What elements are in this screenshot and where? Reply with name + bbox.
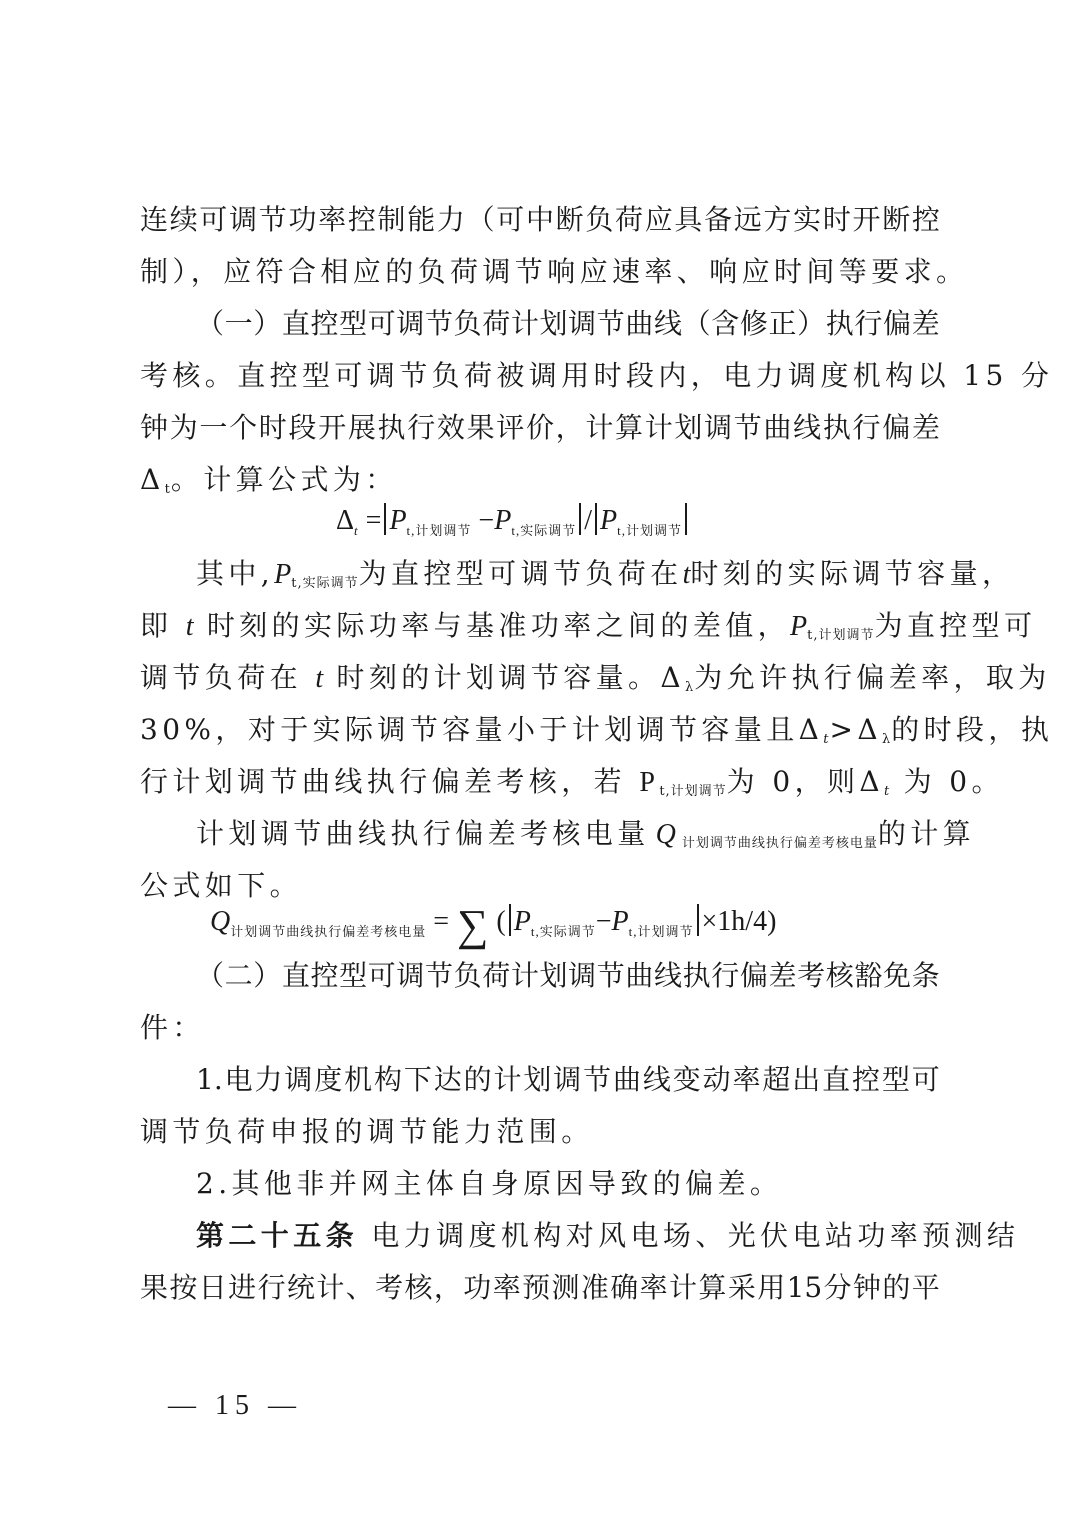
var-t: t — [315, 663, 324, 694]
glyph: 考 — [797, 959, 826, 992]
glyph: 节 — [583, 1063, 612, 1096]
glyph: 曲 — [625, 307, 654, 340]
glyph: ） — [797, 307, 826, 340]
formula-minus: − — [595, 906, 612, 937]
section-heading-line — [196, 959, 940, 993]
paragraph-line: 公式如下。 — [140, 869, 303, 902]
glyph: 含 — [711, 307, 740, 340]
list-item-line — [196, 1063, 940, 1097]
abs-bar — [685, 503, 687, 535]
text: 为直控型可调节负荷在 — [358, 557, 683, 590]
glyph: 曲 — [625, 959, 654, 992]
glyph: 构 — [373, 1063, 402, 1096]
glyph: 执 — [682, 959, 711, 992]
glyph: 控 — [310, 307, 339, 340]
glyph: 差 — [911, 307, 940, 340]
glyph: 断 — [555, 203, 584, 236]
glyph: 负 — [453, 307, 482, 340]
subscript: t,计划调节 — [807, 628, 875, 643]
text: 电力调度机构对风电场、光伏电站功率预测结 — [371, 1219, 1020, 1252]
glyph: （ — [196, 307, 225, 340]
glyph: 型 — [339, 959, 368, 992]
formula-equals: = — [433, 906, 450, 937]
glyph: 控 — [310, 959, 339, 992]
subscript: t,实际调节 — [291, 576, 359, 591]
subscript: t — [823, 732, 830, 747]
text: 为直控型可 — [874, 609, 1037, 642]
paragraph-line — [140, 661, 1051, 705]
paragraph-line — [140, 1271, 940, 1305]
glyph: 荷 — [482, 307, 511, 340]
glyph: 果 — [140, 1271, 169, 1304]
glyph: 型 — [881, 1063, 910, 1096]
glyph: 展 — [347, 411, 376, 444]
glyph: 率 — [492, 1271, 521, 1304]
glyph: 、 — [345, 1271, 374, 1304]
text: 的时段，执 — [891, 713, 1054, 746]
glyph: 计 — [510, 959, 539, 992]
var-t: t — [682, 559, 691, 590]
glyph: 执 — [822, 411, 851, 444]
glyph: 达 — [433, 1063, 462, 1096]
glyph: 率 — [639, 1271, 668, 1304]
paragraph-line — [140, 463, 398, 507]
text: 的计算 — [877, 817, 976, 850]
abs-bar — [384, 503, 386, 535]
text: 行计划调节曲线执行偏差考核，若 — [140, 765, 627, 798]
glyph: 调 — [396, 307, 425, 340]
formula-p: P — [611, 906, 629, 937]
text: 为允许执行偏差率，取为 — [694, 661, 1051, 694]
glyph: 实 — [793, 203, 822, 236]
subscript: t — [164, 482, 171, 497]
glyph: 钟 — [853, 1271, 882, 1304]
text: 计划调节曲线执行偏差考核电量 — [196, 817, 650, 850]
glyph: 可 — [199, 203, 228, 236]
glyph: 节 — [425, 307, 454, 340]
glyph: 计 — [316, 1271, 345, 1304]
paragraph-line: 件： — [140, 1011, 205, 1044]
glyph: 计 — [493, 1063, 522, 1096]
glyph: ） — [253, 959, 282, 992]
glyph: 负 — [585, 203, 614, 236]
text: >Δ — [829, 713, 882, 746]
glyph: 调 — [284, 1063, 313, 1096]
formula-sub: t,计划调节 — [406, 523, 472, 538]
glyph: 评 — [496, 411, 525, 444]
glyph: 控 — [347, 203, 376, 236]
glyph: 可 — [367, 959, 396, 992]
glyph: 力 — [254, 1063, 283, 1096]
glyph: 核 — [825, 959, 854, 992]
glyph: 行 — [852, 411, 881, 444]
formula-p: P — [389, 505, 407, 536]
glyph: 调 — [704, 411, 733, 444]
glyph: 计 — [644, 411, 673, 444]
glyph: 调 — [568, 307, 597, 340]
glyph: 算 — [698, 1271, 727, 1304]
glyph: 平 — [911, 1271, 940, 1304]
glyph: （ — [196, 959, 225, 992]
glyph: ） — [253, 307, 282, 340]
paragraph-line: 制），应符合相应的负荷调节响应速率、响应时间等要求。 — [140, 255, 969, 288]
glyph: 机 — [344, 1063, 373, 1096]
glyph: ， — [555, 411, 584, 444]
formula-assessment-energy — [210, 901, 777, 950]
glyph: 修 — [739, 307, 768, 340]
glyph: 计 — [669, 1271, 698, 1304]
formula-p: P — [513, 906, 531, 937]
formula-slash: / — [584, 505, 592, 536]
glyph: 方 — [763, 203, 792, 236]
paragraph-line — [140, 713, 1053, 757]
formula-sub: t,计划调节 — [617, 523, 682, 538]
glyph: 线 — [793, 411, 822, 444]
glyph: 二 — [224, 959, 253, 992]
article-number: 第二十五条 — [196, 1219, 359, 1252]
delta-symbol: Δ — [140, 463, 165, 496]
glyph: 免 — [883, 959, 912, 992]
glyph: 预 — [522, 1271, 551, 1304]
glyph: 时 — [822, 203, 851, 236]
abs-bar — [579, 503, 581, 535]
glyph: 度 — [314, 1063, 343, 1096]
glyph: 的 — [463, 1063, 492, 1096]
glyph: 执 — [825, 307, 854, 340]
glyph: 测 — [551, 1271, 580, 1304]
glyph: 偏 — [882, 411, 911, 444]
glyph: 线 — [642, 1063, 671, 1096]
glyph: 效 — [436, 411, 465, 444]
glyph: 差 — [768, 959, 797, 992]
var-p: P — [639, 767, 660, 798]
text: 即 — [140, 609, 173, 642]
glyph: 节 — [425, 959, 454, 992]
glyph: 按 — [169, 1271, 198, 1304]
glyph: 执 — [377, 411, 406, 444]
glyph: 控 — [911, 203, 940, 236]
glyph: 行 — [257, 1271, 286, 1304]
glyph: 曲 — [763, 411, 792, 444]
subscript: λ — [881, 732, 892, 747]
formula-sub: t,实际调节 — [530, 924, 596, 939]
glyph: 划 — [523, 1063, 552, 1096]
glyph: 进 — [228, 1271, 257, 1304]
formula-deviation — [336, 503, 690, 548]
glyph: 价 — [525, 411, 554, 444]
glyph: 力 — [436, 203, 465, 236]
article-line — [196, 1219, 1019, 1253]
formula-p: P — [599, 505, 618, 536]
text: 时刻的计划调节容量。Δ — [336, 661, 686, 694]
glyph: 中 — [525, 203, 554, 236]
glyph: 时 — [258, 411, 287, 444]
abs-bar — [697, 904, 699, 936]
paragraph-line — [140, 609, 1037, 653]
text: 为 0。 — [903, 765, 1004, 798]
glyph: 具 — [674, 203, 703, 236]
glyph: 划 — [674, 411, 703, 444]
glyph: 行 — [407, 411, 436, 444]
glyph: 直 — [822, 1063, 851, 1096]
glyph: 偏 — [739, 959, 768, 992]
paragraph-line — [140, 765, 1004, 809]
glyph: 15 — [786, 1271, 823, 1304]
text: 。计算公式为： — [170, 463, 398, 496]
glyph: 的 — [882, 1271, 911, 1304]
glyph: 调 — [396, 959, 425, 992]
glyph: 一 — [224, 307, 253, 340]
glyph: 率 — [318, 203, 347, 236]
paragraph-line: 考核。直控型可调节负荷被调用时段内，电力调度机构以 15 分 — [140, 359, 1054, 392]
glyph: 为 — [169, 411, 198, 444]
glyph: 日 — [198, 1271, 227, 1304]
glyph: 开 — [852, 203, 881, 236]
subscript: t,计划调节 — [659, 784, 727, 799]
glyph: 连 — [140, 203, 169, 236]
glyph: 动 — [702, 1063, 731, 1096]
page-number: — 15 — — [168, 1390, 302, 1421]
glyph: 节 — [733, 411, 762, 444]
glyph: 率 — [732, 1063, 761, 1096]
var-p: P — [274, 559, 292, 590]
glyph: 行 — [711, 959, 740, 992]
subscript: 计划调节曲线执行偏差考核电量 — [681, 836, 878, 851]
glyph: 偏 — [883, 307, 912, 340]
glyph: 考 — [375, 1271, 404, 1304]
formula-minus: − — [478, 505, 495, 536]
formula-delta: Δ — [336, 505, 355, 536]
text: 其中, — [196, 557, 275, 590]
glyph: 正 — [768, 307, 797, 340]
paragraph-line — [196, 817, 975, 861]
glyph: 采 — [727, 1271, 756, 1304]
var-q: Q — [655, 819, 676, 850]
paragraph-line: 调节负荷申报的调节能力范围。 — [140, 1115, 594, 1148]
glyph: 荷 — [615, 203, 644, 236]
glyph: 计 — [510, 307, 539, 340]
glyph: 功 — [288, 203, 317, 236]
glyph: 下 — [403, 1063, 432, 1096]
glyph: 1. — [196, 1063, 223, 1096]
glyph: 曲 — [612, 1063, 641, 1096]
glyph: 制 — [377, 203, 406, 236]
var-t: t — [185, 611, 194, 642]
glyph: 划 — [539, 959, 568, 992]
glyph: 统 — [286, 1271, 315, 1304]
glyph: 核 — [404, 1271, 433, 1304]
glyph: 调 — [553, 1063, 582, 1096]
glyph: （ — [682, 307, 711, 340]
glyph: 一 — [199, 411, 228, 444]
glyph: 电 — [224, 1063, 253, 1096]
glyph: 开 — [318, 411, 347, 444]
glyph: 段 — [288, 411, 317, 444]
glyph: 可 — [367, 307, 396, 340]
section-heading-line — [196, 307, 940, 341]
glyph: 超 — [762, 1063, 791, 1096]
glyph: 功 — [463, 1271, 492, 1304]
formula-q: Q — [210, 906, 231, 937]
abs-bar — [595, 503, 597, 535]
glyph: 豁 — [854, 959, 883, 992]
formula-paren: ( — [496, 906, 506, 937]
glyph: ， — [433, 1271, 462, 1304]
glyph: 个 — [229, 411, 258, 444]
glyph: 果 — [466, 411, 495, 444]
glyph: 分 — [823, 1271, 852, 1304]
list-item-line: 2.其他非并网主体自身原因导致的偏差。 — [196, 1167, 783, 1200]
glyph: 节 — [258, 203, 287, 236]
formula-p: P — [494, 505, 512, 536]
subscript: λ — [685, 680, 695, 695]
paragraph-line — [140, 411, 940, 445]
formula-equals: = — [365, 505, 382, 536]
paragraph-line — [140, 203, 940, 237]
formula-sub: 计划调节曲线执行偏差考核电量 — [230, 924, 427, 939]
glyph: 应 — [644, 203, 673, 236]
glyph: （ — [466, 203, 495, 236]
glyph: 差 — [911, 411, 940, 444]
text: 时刻的实际功率与基准功率之间的差值， — [206, 609, 791, 642]
text: 为 0，则Δ — [726, 765, 885, 798]
glyph: 荷 — [482, 959, 511, 992]
glyph: 调 — [229, 203, 258, 236]
text: 时刻的实际调节容量， — [690, 557, 1015, 590]
formula-tail: ×1h/4) — [701, 906, 777, 937]
glyph: 出 — [792, 1063, 821, 1096]
glyph: 远 — [733, 203, 762, 236]
glyph: 负 — [453, 959, 482, 992]
glyph: 用 — [757, 1271, 786, 1304]
glyph: 备 — [704, 203, 733, 236]
glyph: 准 — [580, 1271, 609, 1304]
glyph: 行 — [854, 307, 883, 340]
paragraph-line — [196, 557, 1014, 601]
abs-bar — [509, 904, 511, 936]
glyph: 确 — [610, 1271, 639, 1304]
glyph: 钟 — [140, 411, 169, 444]
formula-t: t — [354, 523, 359, 538]
glyph: 可 — [496, 203, 525, 236]
glyph: 条 — [911, 959, 940, 992]
glyph: 能 — [407, 203, 436, 236]
glyph: 划 — [539, 307, 568, 340]
var-p: P — [790, 611, 808, 642]
text: 30%，对于实际调节容量小于计划调节容量且Δ — [140, 713, 824, 746]
glyph: 计 — [585, 411, 614, 444]
glyph: 续 — [169, 203, 198, 236]
subscript: t — [884, 784, 891, 799]
text: 调节负荷在 — [140, 661, 303, 694]
glyph: 控 — [851, 1063, 880, 1096]
glyph: 直 — [281, 307, 310, 340]
glyph: 调 — [568, 959, 597, 992]
sigma-symbol: ∑ — [457, 901, 489, 950]
formula-sub: t,计划调节 — [628, 924, 694, 939]
formula-sub: t,实际调节 — [511, 523, 577, 538]
glyph: 直 — [281, 959, 310, 992]
glyph: 线 — [654, 307, 683, 340]
glyph: 可 — [911, 1063, 940, 1096]
glyph: 线 — [654, 959, 683, 992]
glyph: 节 — [596, 307, 625, 340]
glyph: 型 — [339, 307, 368, 340]
glyph: 变 — [672, 1063, 701, 1096]
glyph: 节 — [596, 959, 625, 992]
glyph: 算 — [615, 411, 644, 444]
glyph: 断 — [882, 203, 911, 236]
